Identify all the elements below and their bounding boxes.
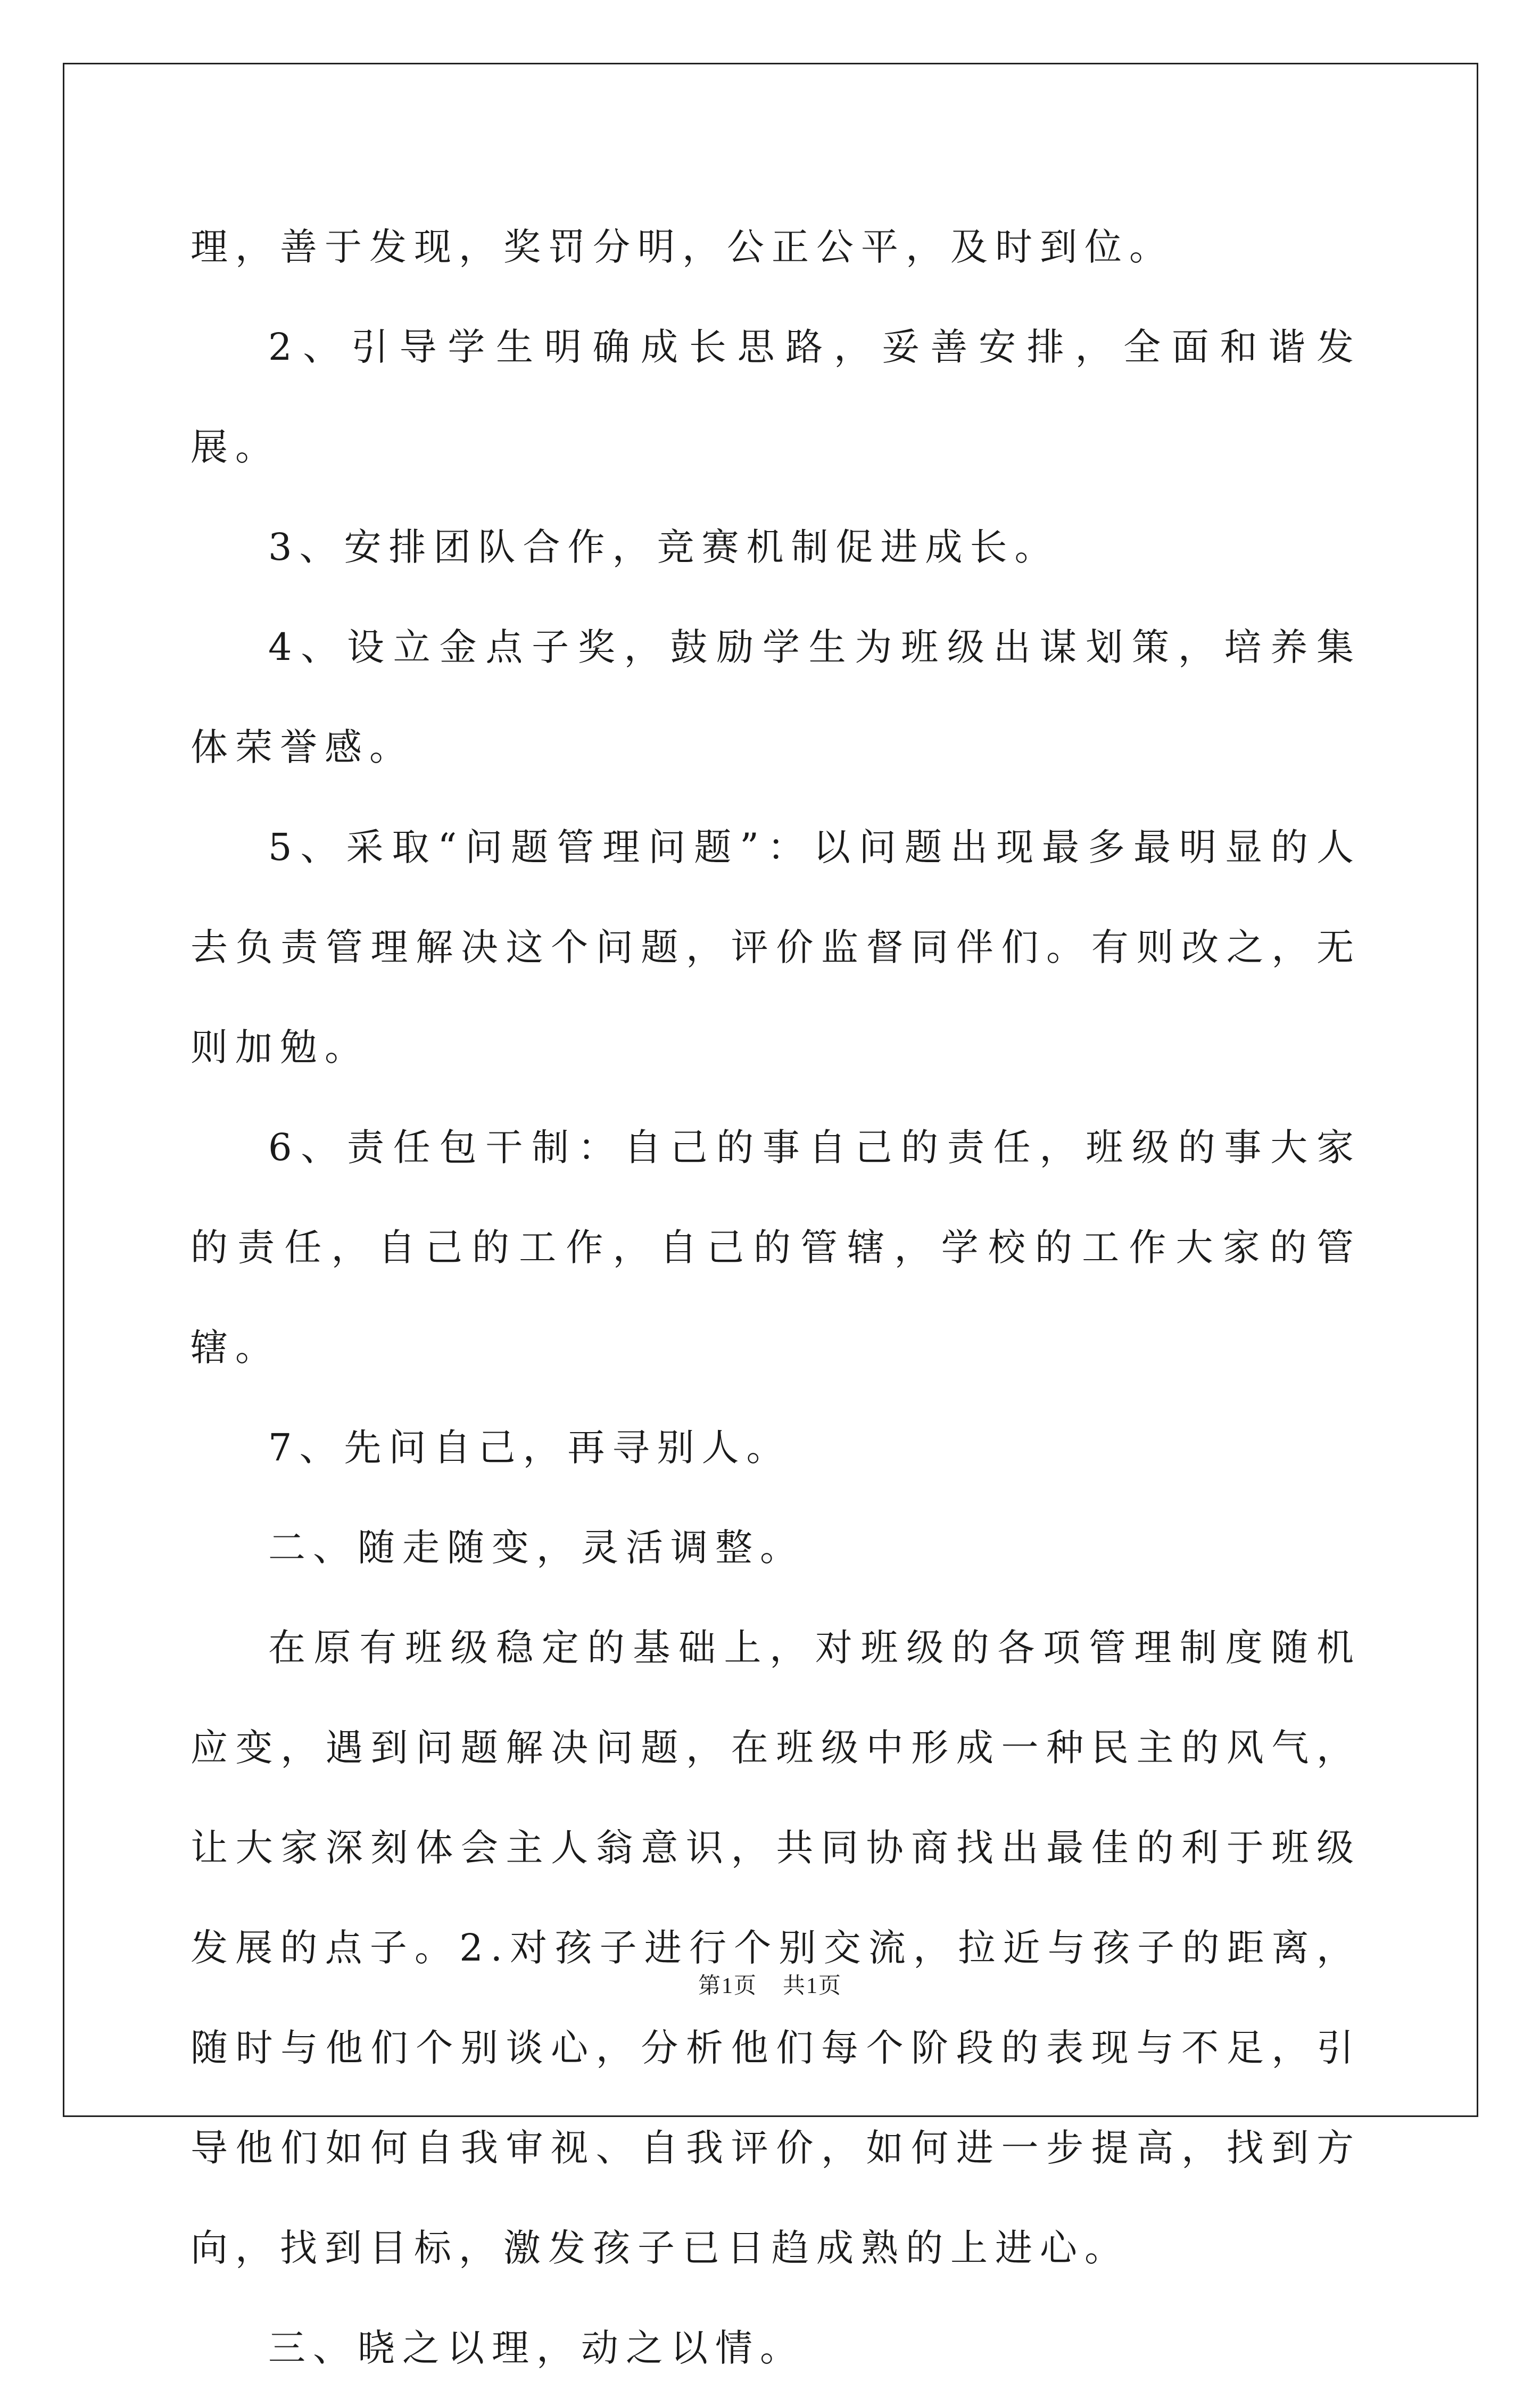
paragraph: 在原有班级稳定的基础上，对班级的各项管理制度随机应变，遇到问题解决问题，在班级中形成一种民主的风气，让大家深刻体会主人翁意识，共同协商找出最佳的利于班级发展的点子。2.对孩子进行个别交流，拉近与孩子的距离，随时与他们个别谈心，分析他们每个阶段的表现与不足，引导他们如何自我审视、自我评价，如何进一步提高，找到方向，找到目标，激发孩子已日趋成熟的上进心。 [191,1626,1361,2270]
page-number: 第1页 [698,1974,757,1998]
paragraph: 2、引导学生明确成长思路，妥善安排，全面和谐发展。 [191,325,1361,469]
paragraph: 7、先问自己，再寻别人。 [268,1426,791,1469]
section-heading: 三、晓之以理，动之以情。 [268,2326,805,2370]
paragraph: 理，善于发现，奖罚分明，公正公平，及时到位。 [191,225,1174,269]
document-body [191,197,1361,2398]
paragraph: 6、责任包干制：自己的事自己的责任，班级的事大家的责任，自己的工作，自己的管辖，学校的工作大家的管辖。 [191,1126,1361,1369]
page-total: 共1页 [783,1974,842,1998]
paragraph: 4、设立金点子奖，鼓励学生为班级出谋划策，培养集体荣誉感。 [191,625,1361,769]
paragraph: 5、采取“问题管理问题”：以问题出现最多最明显的人去负责管理解决这个问题，评价监督同伴们。有则改之，无则加勉。 [191,825,1361,1069]
section-heading: 二、随走随变，灵活调整。 [268,1526,805,1569]
paragraph: 3、安排团队合作，竞赛机制促进成长。 [268,525,1059,569]
page-footer [0,1968,1540,2000]
